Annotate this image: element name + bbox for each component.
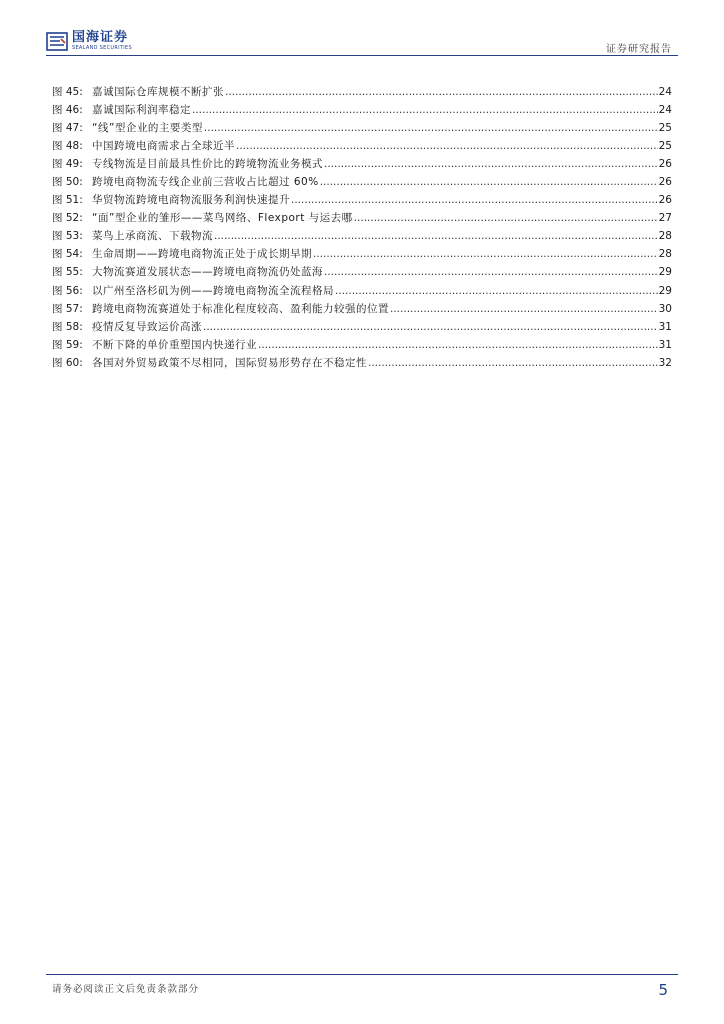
figure-title: 跨境电商物流专线企业前三营收占比超过 60% xyxy=(92,176,319,189)
figure-page-number: 24 xyxy=(658,86,672,98)
figure-title: 以广州至洛杉矶为例——跨境电商物流全流程格局 xyxy=(92,284,334,297)
figure-number: 图 51: xyxy=(52,194,83,207)
figure-index-entry[interactable] xyxy=(52,192,672,210)
figure-index-entry[interactable] xyxy=(52,84,672,102)
figure-title: “线”型企业的主要类型 xyxy=(92,122,203,135)
dot-leader xyxy=(192,104,658,116)
dot-leader xyxy=(236,140,658,152)
dot-leader xyxy=(258,339,658,351)
figure-number: 图 46: xyxy=(52,104,83,117)
figure-page-number: 26 xyxy=(658,158,672,171)
figure-index-entry[interactable] xyxy=(52,319,672,337)
figure-number: 图 47: xyxy=(52,122,83,135)
figure-index-entry[interactable] xyxy=(52,283,672,301)
dot-leader xyxy=(324,158,658,170)
figure-index-entry[interactable] xyxy=(52,210,672,228)
figure-index-list xyxy=(52,84,672,373)
figure-title: 各国对外贸易政策不尽相同，国际贸易形势存在不稳定性 xyxy=(92,356,367,369)
dot-leader xyxy=(368,357,658,369)
header-divider xyxy=(46,55,678,56)
dot-leader xyxy=(335,285,658,297)
figure-title: 不断下降的单价重塑国内快递行业 xyxy=(92,338,257,351)
figure-number: 图 45: xyxy=(52,86,83,98)
logo-chinese-name: 国海证券 xyxy=(72,30,129,45)
figure-page-number: 25 xyxy=(658,140,672,153)
figure-title: 嘉诚国际利润率稳定 xyxy=(92,104,191,117)
figure-number: 图 52: xyxy=(52,212,83,225)
figure-page-number: 25 xyxy=(658,122,672,135)
figure-page-number: 29 xyxy=(658,284,672,297)
figure-page-number: 26 xyxy=(658,176,672,189)
figure-title: 中国跨境电商需求占全球近半 xyxy=(92,140,235,153)
figure-index-entry[interactable] xyxy=(52,156,672,174)
figure-title: 疫情反复导致运价高涨 xyxy=(92,320,202,333)
figure-index-entry[interactable] xyxy=(52,228,672,246)
figure-title: 专线物流是目前最具性价比的跨境物流业务模式 xyxy=(92,158,323,171)
figure-number: 图 55: xyxy=(52,266,83,279)
figure-page-number: 29 xyxy=(658,266,672,279)
figure-title: 大物流赛道发展状态——跨境电商物流仍处蓝海 xyxy=(92,266,323,279)
footer-divider xyxy=(46,974,678,975)
figure-number: 图 56: xyxy=(52,284,83,297)
figure-index-entry[interactable] xyxy=(52,337,672,355)
disclaimer-text: 请务必阅读正文后免责条款部分 xyxy=(52,984,200,995)
dot-leader xyxy=(291,194,658,206)
report-type-label: 证券研究报告 xyxy=(606,44,672,55)
figure-title: 生命周期——跨境电商物流正处于成长期早期 xyxy=(92,248,312,261)
page-header xyxy=(46,30,678,56)
dot-leader xyxy=(204,122,658,134)
figure-page-number: 30 xyxy=(658,302,672,315)
figure-page-number: 32 xyxy=(658,356,672,369)
page-footer xyxy=(46,974,678,999)
figure-page-number: 31 xyxy=(658,320,672,333)
figure-index-entry[interactable] xyxy=(52,355,672,373)
figure-number: 图 57: xyxy=(52,302,83,315)
figure-page-number: 31 xyxy=(658,338,672,351)
figure-index-entry[interactable] xyxy=(52,138,672,156)
figure-number: 图 48: xyxy=(52,140,83,153)
sealand-logo-icon xyxy=(46,30,68,52)
figure-title: 菜鸟上承商流、下载物流 xyxy=(92,230,213,243)
dot-leader xyxy=(354,212,658,224)
figure-title: 嘉诚国际仓库规模不断扩张 xyxy=(92,86,224,98)
figure-page-number: 28 xyxy=(658,230,672,243)
logo-english-name: SEALAND SECURITIES xyxy=(72,45,132,51)
figure-title: 跨境电商物流赛道处于标准化程度较高、盈利能力较强的位置 xyxy=(92,302,389,315)
figure-number: 图 59: xyxy=(52,338,83,351)
figure-page-number: 24 xyxy=(658,104,672,117)
figure-title: 华贸物流跨境电商物流服务利润快速提升 xyxy=(92,194,290,207)
figure-number: 图 60: xyxy=(52,356,83,369)
figure-page-number: 26 xyxy=(658,194,672,207)
figure-index-entry[interactable] xyxy=(52,264,672,282)
dot-leader xyxy=(320,176,658,188)
figure-number: 图 58: xyxy=(52,320,83,333)
page-number: 5 xyxy=(658,981,668,999)
figure-index-entry[interactable] xyxy=(52,246,672,264)
dot-leader xyxy=(203,321,658,333)
dot-leader xyxy=(390,303,658,315)
figure-number: 图 50: xyxy=(52,176,83,189)
dot-leader xyxy=(313,248,658,260)
figure-number: 图 53: xyxy=(52,230,83,243)
figure-page-number: 27 xyxy=(658,212,672,225)
dot-leader xyxy=(324,266,658,278)
figure-number: 图 49: xyxy=(52,158,83,171)
figure-index-entry[interactable] xyxy=(52,102,672,120)
sealand-logo xyxy=(46,30,132,52)
figure-index-entry[interactable] xyxy=(52,120,672,138)
dot-leader xyxy=(225,86,658,98)
figure-title: “面”型企业的雏形——菜鸟网络、Flexport 与运去哪 xyxy=(92,212,353,225)
figure-index-entry[interactable] xyxy=(52,301,672,319)
figure-page-number: 28 xyxy=(658,248,672,261)
figure-number: 图 54: xyxy=(52,248,83,261)
figure-index-entry[interactable] xyxy=(52,174,672,192)
dot-leader xyxy=(214,230,658,242)
